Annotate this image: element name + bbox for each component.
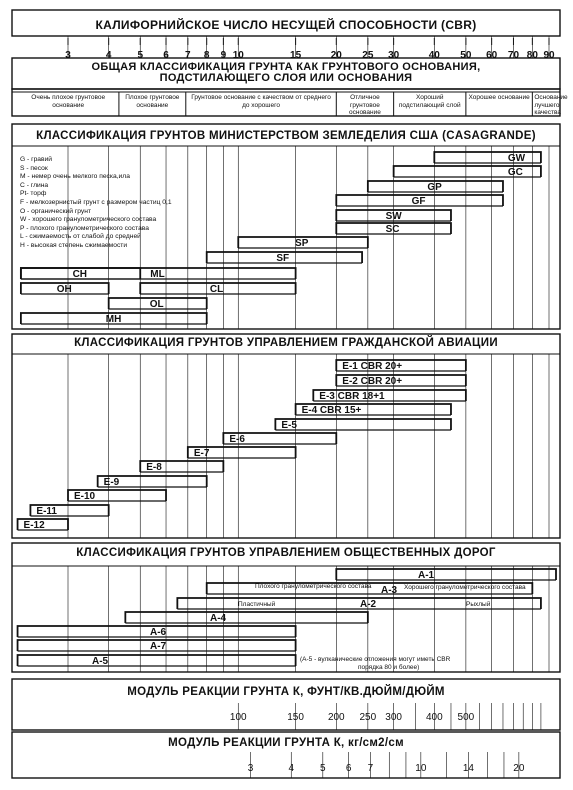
- cbr-tick-label: 80: [526, 50, 538, 61]
- faa-bar-label: E-6: [229, 434, 245, 445]
- roads-label-a3: A-3: [381, 585, 398, 596]
- cbr-tick-label: 9: [220, 50, 227, 61]
- general-cell: Основание лучшего качества: [534, 94, 568, 116]
- k-psi-tick-label: 100: [229, 712, 247, 723]
- usda-bar-label-ch: CH: [72, 269, 88, 280]
- faa-bar-label: E-3 CBR 18+1: [319, 391, 385, 402]
- usda-bar-label-gf: GF: [411, 196, 426, 207]
- general-cell: Хороший подстилающий слой: [398, 94, 461, 109]
- cbr-axis-title: КАЛИФОРНИЙСКОЕ ЧИСЛО НЕСУЩЕЙ СПОСОБНОСТИ (CBR): [95, 18, 477, 32]
- cbr-tick-label: 7: [185, 50, 191, 61]
- faa-section-box: [12, 334, 560, 538]
- roads-label-a2: A-2: [360, 599, 377, 610]
- usda-legend-item: O - органический грунт: [20, 207, 92, 215]
- faa-bar-label: E-7: [193, 448, 210, 459]
- cbr-tick-label: 50: [460, 50, 472, 61]
- roads-bar-a-5: [18, 655, 296, 666]
- roads-label-a1: A-1: [418, 570, 435, 581]
- usda-bar-label-ol: OL: [149, 299, 164, 310]
- general-classification-title-line2: ПОДСТИЛАЮЩЕГО СЛОЯ ИЛИ ОСНОВАНИЯ: [159, 72, 413, 84]
- cbr-tick-label: 70: [507, 50, 520, 61]
- k-psi-tick-label: 300: [385, 712, 402, 723]
- k-psi-axis-title: МОДУЛЬ РЕАКЦИИ ГРУНТА К, ФУНТ/КВ.ДЮЙМ/ДЮЙМ: [127, 686, 445, 698]
- roads-label-a7: A-7: [150, 641, 167, 652]
- roads-label-a4: A-4: [210, 613, 227, 624]
- faa-bar-label: E-12: [23, 520, 45, 531]
- usda-bar-label-gc: GC: [507, 167, 523, 178]
- cbr-tick-label: 30: [388, 50, 400, 61]
- general-cell: Отличное грунтовое основание: [348, 94, 381, 116]
- k-psi-tick-label: 150: [287, 712, 304, 723]
- usda-bar-label-sw: SW: [385, 211, 402, 222]
- faa-bar-label: E-1 CBR 20+: [342, 361, 403, 372]
- roads-label-a2-left: Пластичный: [238, 601, 276, 608]
- general-cell: Грунтовое основание с качеством от среднего до хорошего: [191, 94, 331, 109]
- roads-section-title: КЛАССИФИКАЦИЯ ГРУНТОВ УПРАВЛЕНИЕМ ОБЩЕСТВЕННЫХ ДОРОГ: [76, 547, 496, 559]
- k-psi-tick-label: 500: [457, 712, 475, 723]
- roads-label-a3-right: Хорошего гранулометрического состава: [404, 584, 526, 591]
- usda-bar-label-sf: SF: [276, 253, 290, 264]
- faa-bar-label: E-11: [36, 506, 57, 517]
- cbr-tick-label: 40: [428, 50, 440, 61]
- faa-section-title: КЛАССИФИКАЦИЯ ГРУНТОВ УПРАВЛЕНИЕМ ГРАЖДАНСКОЙ АВИАЦИИ: [74, 337, 498, 349]
- faa-bar-label: E-5: [281, 420, 297, 431]
- cbr-tick-label: 6: [163, 50, 169, 61]
- cbr-tick-label: 60: [486, 50, 498, 61]
- cbr-tick-label: 8: [203, 50, 210, 61]
- roads-label-a5: A-5: [92, 656, 109, 667]
- k-psi-tick-label: 250: [359, 712, 377, 723]
- cbr-tick-label: 20: [330, 50, 342, 61]
- cbr-tick-label: 25: [362, 50, 374, 61]
- general-classification-title-line1: ОБЩАЯ КЛАССИФИКАЦИЯ ГРУНТА КАК ГРУНТОВОГО ОСНОВАНИЯ,: [91, 61, 481, 73]
- usda-bar-label-oh: OH: [56, 284, 72, 295]
- k-psi-tick-label: 400: [425, 712, 443, 723]
- faa-bar-label: E-2 CBR 20+: [342, 376, 403, 387]
- roads-label-a3-left: Плохого гранулометрического состава: [255, 583, 372, 590]
- k-metric-axis-title: МОДУЛЬ РЕАКЦИИ ГРУНТА К, кг/см2/см: [168, 737, 404, 749]
- roads-label-a6: A-6: [150, 627, 167, 638]
- k-metric-tick-label: 14: [462, 763, 474, 774]
- usda-bar-label-gw: GW: [507, 153, 526, 164]
- usda-legend-item: M - немер очень мелкого песка,ила: [20, 173, 130, 181]
- a5-note-line2: порядка 80 и более): [358, 664, 420, 671]
- cbr-tick-label: 4: [105, 50, 112, 61]
- general-cell: Плохое грунтовое основание: [125, 94, 180, 109]
- usda-bar-label-gp: GP: [427, 182, 442, 193]
- cbr-tick-label: 15: [290, 50, 302, 61]
- cbr-tick-label: 3: [65, 50, 71, 61]
- cbr-tick-label: 90: [543, 50, 555, 61]
- k-metric-tick-label: 4: [288, 763, 295, 774]
- usda-bar-label-sc: SC: [385, 224, 400, 235]
- roads-bar-a-1: [336, 569, 556, 580]
- usda-legend-item: L - сжимаемость от слабой до средней: [20, 233, 141, 241]
- usda-legend-item: G - гравий: [20, 156, 53, 163]
- usda-legend-item: S - песок: [20, 164, 48, 172]
- k-metric-tick-label: 7: [367, 763, 374, 774]
- usda-bar-label-cl: CL: [209, 284, 224, 295]
- usda-legend-item: P - плохого гранулометрического состава: [20, 224, 149, 232]
- faa-bar-label: E-4 CBR 15+: [301, 405, 362, 416]
- k-psi-tick-label: 200: [327, 712, 345, 723]
- usda-bar-label-ml: ML: [150, 269, 165, 280]
- usda-legend-item: F - мелкозернистый грунт с размером частиц 0,1: [20, 199, 172, 206]
- k-metric-tick-label: 20: [513, 763, 525, 774]
- usda-legend-item: W - хорошего гранулометрического состава: [20, 216, 157, 224]
- usda-legend-item: Pt- торф: [20, 190, 47, 198]
- k-metric-tick-label: 10: [415, 763, 427, 774]
- faa-bar-5: [275, 419, 451, 430]
- faa-bar-label: E-9: [103, 477, 120, 488]
- general-cell: Хорошее основание: [468, 94, 530, 101]
- usda-legend-item: H - высокая степень сжимаемости: [20, 242, 128, 249]
- general-cell: Очень плохое грунтовое основание: [31, 94, 106, 109]
- a5-note-line1: (А-5 - вулканические отложения могут иметь CBR: [300, 656, 451, 663]
- cbr-tick-label: 5: [137, 50, 144, 61]
- cbr-tick-label: 10: [232, 50, 244, 61]
- usda-bar-label-sp: SP: [295, 238, 309, 249]
- usda-bar-label-mh: MH: [105, 314, 122, 325]
- usda-legend-item: C - глина: [20, 181, 49, 189]
- roads-bar-a-4: [125, 612, 368, 623]
- k-metric-tick-label: 5: [320, 763, 326, 774]
- k-metric-tick-label: 3: [247, 763, 254, 774]
- k-metric-tick-label: 6: [345, 763, 352, 774]
- roads-label-a2-right: Рыхлый: [466, 601, 491, 608]
- usda-section-title: КЛАССИФИКАЦИЯ ГРУНТОВ МИНИСТЕРСТВОМ ЗЕМЛЕДЕЛИЯ США (CASAGRANDE): [36, 130, 536, 142]
- faa-bar-label: E-8: [146, 462, 162, 473]
- faa-bar-label: E-10: [74, 491, 96, 502]
